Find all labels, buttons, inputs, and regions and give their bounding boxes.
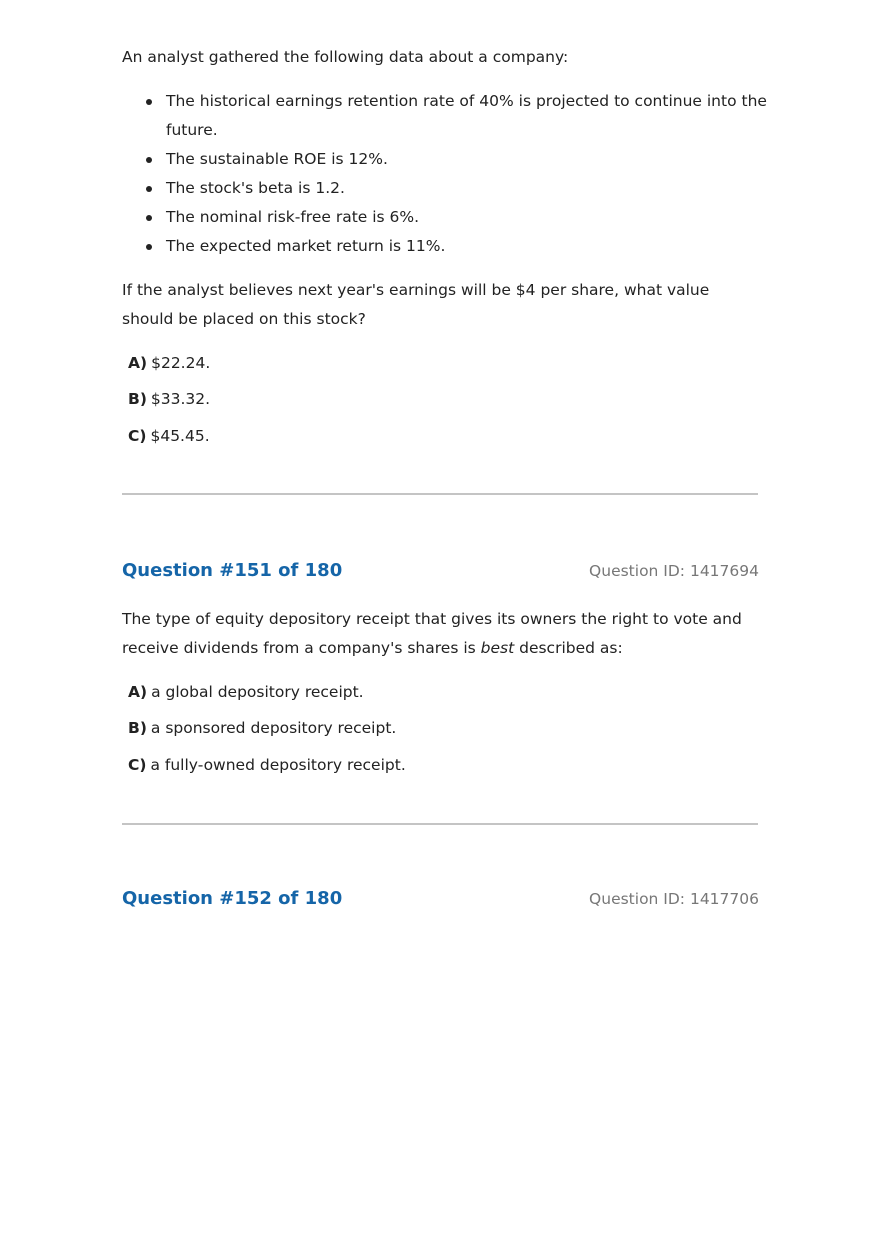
- question-intro: An analyst gathered the following data about a company:: [122, 48, 569, 66]
- answer-letter: B): [128, 390, 147, 408]
- answer-letter: C): [128, 756, 147, 774]
- question-emphasis: best: [480, 639, 515, 657]
- answer-a[interactable]: [128, 353, 210, 373]
- answer-c[interactable]: [128, 426, 210, 446]
- answer-b[interactable]: [128, 718, 396, 738]
- answer-c[interactable]: [128, 755, 406, 775]
- answer-text: a sponsored depository receipt.: [150, 719, 397, 737]
- answer-letter: A): [128, 354, 148, 372]
- list-item: The nominal risk-free rate is 6%.: [166, 203, 786, 232]
- question-header: [122, 888, 759, 909]
- question-text: [122, 605, 758, 663]
- data-list: [122, 87, 786, 261]
- answer-text: $45.45.: [150, 427, 210, 445]
- question-title: Question #152 of 180: [122, 888, 343, 909]
- answer-text: $22.24.: [151, 354, 211, 372]
- list-item: The sustainable ROE is 12%.: [166, 145, 786, 174]
- answer-letter: A): [128, 683, 148, 701]
- question-text-part: described as:: [514, 639, 623, 657]
- divider: [122, 823, 758, 825]
- list-item: The historical earnings retention rate of 40% is projected to continue into the future.: [166, 87, 786, 145]
- answer-b[interactable]: [128, 389, 210, 409]
- answer-a[interactable]: [128, 682, 364, 702]
- list-item: The stock's beta is 1.2.: [166, 174, 786, 203]
- divider: [122, 493, 758, 495]
- question-title: Question #151 of 180: [122, 560, 343, 581]
- question-text: If the analyst believes next year's earnings will be $4 per share, what value should be placed on this stock?: [122, 281, 710, 328]
- question-id: Question ID: 1417706: [589, 890, 759, 908]
- answer-text: a fully-owned depository receipt.: [150, 756, 406, 774]
- question-text-part: The type of equity depository receipt that gives its owners the right to vote and receive dividends from a company's shares is: [122, 610, 742, 657]
- answer-text: $33.32.: [150, 390, 211, 408]
- question-id: Question ID: 1417694: [589, 562, 759, 580]
- answer-text: a global depository receipt.: [151, 683, 364, 701]
- answer-letter: B): [128, 719, 147, 737]
- question-header: [122, 560, 759, 581]
- list-item: The expected market return is 11%.: [166, 232, 786, 261]
- answer-letter: C): [128, 427, 147, 445]
